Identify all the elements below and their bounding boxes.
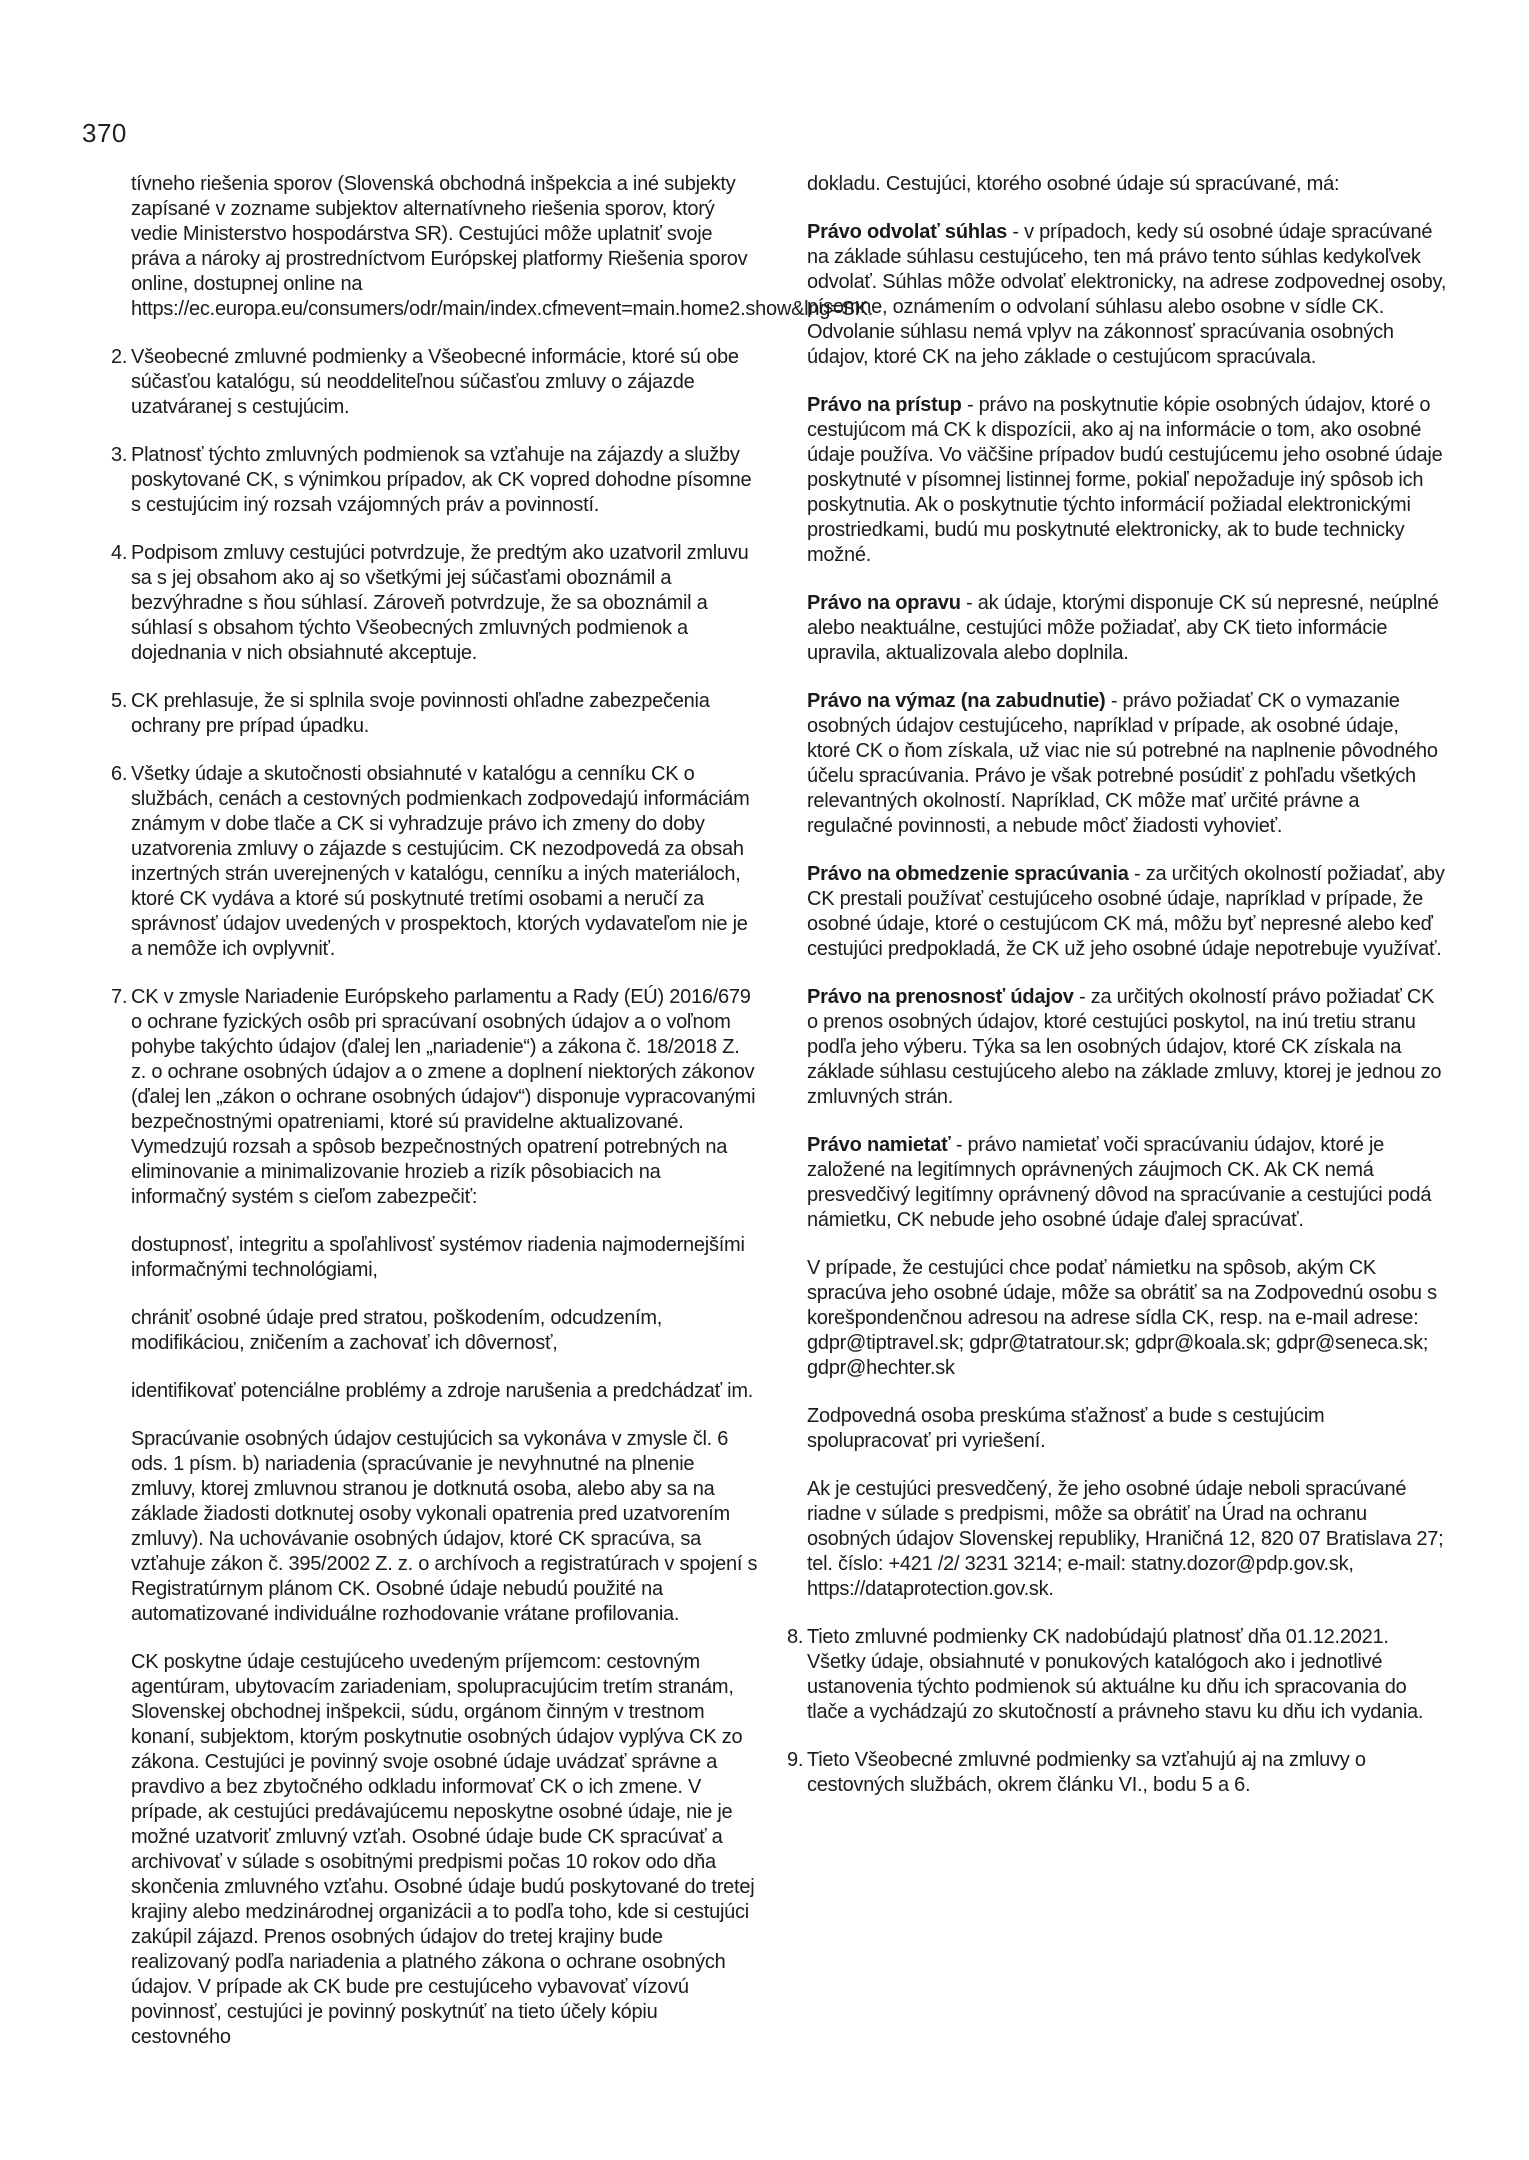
right-text: - za určitých okolností požiadať, aby CK prestali používať cestujúceho osobné údaje, napríklad v prípade, že osobné údaje, ktoré o cestujúcom CK má, môžu byť nepresné alebo keď cestujúci predpokladá, že CK už jeho osobné údaje nepotrebuje využívať. [807, 863, 1445, 960]
right-title: Právo na opravu [807, 592, 961, 614]
item-text: Spracúvanie osobných údajov cestujúcich sa vykonáva v zmysle čl. 6 ods. 1 písm. b) nariadenia (spracúvanie je nevyhnutné na plnenie zmluvy, ktorej zmluvnou stranou je dotknutá osoba, alebo aby sa na základe žiadosti dotknutej osoby vykonali opatrenia pred uzatvorením zmluvy). Na uchovávanie osobných údajov, ktoré CK spracúva, sa vzťahuje zákon č. 395/2002 Z. z. o archívoch a registratúrach v spojení s Registratúrnym plánom CK. Osobné údaje nebudú použité na automatizované individuálne rozhodovanie vrátane profilovania. [131, 1428, 758, 1625]
item-number: 4. [111, 542, 128, 564]
left-column [111, 172, 874, 2073]
item-body [807, 1625, 1447, 1725]
item-body [131, 689, 759, 739]
right-column [787, 172, 1447, 1821]
item-text: Tieto zmluvné podmienky CK nadobúdajú platnosť dňa 01.12.2021. Všetky údaje, obsiahnuté v ponukových katalógoch ako i jednotlivé ustanovenia týchto podmienok sú aktuálne ku dňu ich spracovania do tlače a vychádzajú zo skutočností a právneho stavu ku dňu ich vydania. [807, 1626, 1424, 1723]
right-title: Právo na prístup [807, 394, 962, 416]
item-body [131, 985, 759, 2050]
list-item-7 [111, 985, 759, 2050]
right-title: Právo odvolať súhlas [807, 221, 1008, 243]
item-text: dostupnosť, integritu a spoľahlivosť systémov riadenia najmodernejšími informačnými technológiami, [131, 1234, 745, 1281]
continuation-paragraph: tívneho riešenia sporov (Slovenská obchodná inšpekcia a iné subjekty zapísané v zozname subjektov alternatívneho riešenia sporov, ktorý vedie Ministerstvo hospodárstva SR). Cestujúci môže uplatniť svoje práva a nároky aj prostredníctvom Európskej platformy Riešenia sporov online, dostupnej online na https://ec.europa.eu/consumers/odr/main/index.cfmevent=main.home2.show&lng=SK. [131, 173, 874, 320]
page-columns [111, 172, 1447, 2073]
list-item-8 [787, 1625, 1447, 1725]
item-number: 7. [111, 986, 128, 1008]
item-body [131, 345, 759, 420]
right-paragraph-withdraw-consent [787, 220, 1447, 370]
item-body [131, 541, 759, 666]
item-text: Platnosť týchto zmluvných podmienok sa vzťahuje na zájazdy a služby poskytované CK, s výnimkou prípadov, ak CK vopred dohodne písomne s cestujúcim iný rozsah vzájomných práv a povinností. [131, 444, 752, 516]
right-text: - za určitých okolností právo požiadať CK o prenos osobných údajov, ktoré cestujúci poskytol, na inú tretiu stranu podľa jeho výberu. Týka sa len osobných údajov, ktoré CK získala na základe súhlasu cestujúceho alebo na základe zmluvy, ktorej je jednou zo zmluvných strán. [807, 986, 1442, 1108]
continuation-paragraph: dokladu. Cestujúci, ktorého osobné údaje sú spracúvané, má: [807, 173, 1340, 195]
item-text: Všetky údaje a skutočnosti obsiahnuté v katalógu a cenníku CK o službách, cenách a cestovných podmienkach zodpovedajú informáciám známym v dobe tlače a CK si vyhradzuje právo ich zmeny do doby uzatvorenia zmluvy o zájazde s cestujúcim. CK nezodpovedá za obsah inzertných strán uverejnených v katalógu, cenníku a iných materiáloch, ktoré CK vydáva a ktoré sú poskytnuté tretími osobami a neručí za správnosť údajov uvedených v prospektoch, ktorých vydavateľom nie je a nemôže ich ovplyvniť. [131, 763, 750, 960]
right-title: Právo namietať [807, 1134, 951, 1156]
right-paragraph-rectification [787, 591, 1447, 666]
list-item-9 [787, 1748, 1447, 1798]
right-text: - v prípadoch, kedy sú osobné údaje spracúvané na základe súhlasu cestujúceho, ten má právo tento súhlas kedykoľvek odvolať. Súhlas môže odvolať elektronicky, na adrese zodpovednej osoby, písomne, oznámením o odvolaní súhlasu alebo osobne v sídle CK. Odvolanie súhlasu nemá vplyv na zákonnosť spracúvania osobných údajov, ktoré CK na jeho základe o cestujúcom spracúvala. [807, 221, 1447, 368]
right-text: - právo namietať voči spracúvaniu údajov, ktoré je založené na legitímnych oprávnených záujmoch CK. Ak CK nemá presvedčivý legitímny oprávnený dôvod na spracúvanie a cestujúci podá námietku, CK nebude jeho osobné údaje ďalej spracúvať. [807, 1134, 1432, 1231]
item-number: 5. [111, 690, 128, 712]
item-text: Podpisom zmluvy cestujúci potvrdzuje, že predtým ako uzatvoril zmluvu sa s jej obsahom ako aj so všetkými jej súčasťami oboznámil a bezvýhradne s ňou súhlasí. Zároveň potvrdzuje, že sa oboznámil a súhlasí s obsahom týchto Všeobecných zmluvných podmienok a dojednania v nich obsiahnuté akceptuje. [131, 542, 749, 664]
item-text: identifikovať potenciálne problémy a zdroje narušenia a predchádzať im. [131, 1380, 754, 1402]
right-text: - právo na poskytnutie kópie osobných údajov, ktoré o cestujúcom má CK k dispozícii, ako aj na informácie o tom, ako osobné údaje používa. Vo väčšine prípadov budú cestujúcemu jeho osobné údaje poskytnuté v písomnej listinnej forme, pokiaľ nepožaduje iný spôsob ich poskytnutia. Ak o poskytnutie týchto informácií požiadal elektronickými prostriedkami, budú mu poskytnuté elektronicky, ak to bude technicky možné. [807, 394, 1443, 566]
list-item-5 [111, 689, 759, 739]
right-paragraph-erasure [787, 689, 1447, 839]
item-body [131, 443, 759, 518]
item-number: 9. [787, 1749, 804, 1771]
list-item-3 [111, 443, 759, 518]
item-body [807, 1748, 1447, 1798]
item-text: CK v zmysle Nariadenie Európskeho parlamentu a Rady (EÚ) 2016/679 o ochrane fyzických osôb pri spracúvaní osobných údajov a o voľnom pohybe takýchto údajov (ďalej len „nariadenie“) a zákona č. 18/2018 Z. z. o ochrane osobných údajov a o zmene a doplnení niektorých zákonov (ďalej len „zákon o ochrane osobných údajov“) disponuje vypracovanými bezpečnostnými opatreniami, ktoré sú pravidelne aktualizované. Vymedzujú rozsah a spôsob bezpečnostných opatrení potrebných na eliminovanie a minimalizovanie hrozieb a rizík pôsobiacich na informačný systém s cieľom zabezpečiť: [131, 986, 756, 1208]
list-item-4 [111, 541, 759, 666]
paragraph-authority-contact: Ak je cestujúci presvedčený, že jeho osobné údaje neboli spracúvané riadne v súlade s predpismi, môže sa obrátiť na Úrad na ochranu osobných údajov Slovenskej republiky, Hraničná 12, 820 07 Bratislava 27; tel. číslo: +421 /2/ 3231 3214; e-mail: statny.dozor@pdp.gov.sk, https://dataprotection.gov.sk. [807, 1478, 1444, 1600]
paragraph-dpo-review: Zodpovedná osoba preskúma sťažnosť a bude s cestujúcim spolupracovať pri vyriešení. [807, 1405, 1325, 1452]
right-title: Právo na výmaz (na zabudnutie) [807, 690, 1106, 712]
right-text: - ak údaje, ktorými disponuje CK sú nepresné, neúplné alebo neaktuálne, cestujúci môže požiadať, aby CK tieto informácie upravila, aktualizovala alebo doplnila. [807, 592, 1439, 664]
item-number: 6. [111, 763, 128, 785]
item-text: CK prehlasuje, že si splnila svoje povinnosti ohľadne zabezpečenia ochrany pre prípad úpadku. [131, 690, 710, 737]
item-number: 8. [787, 1626, 804, 1648]
right-paragraph-access [787, 393, 1447, 568]
item-text: CK poskytne údaje cestujúceho uvedeným príjemcom: cestovným agentúram, ubytovacím zariadeniam, spolupracujúcim tretím stranám, Slovenskej obchodnej inšpekcii, súdu, orgánom činným v trestnom konaní, subjektom, ktorým poskytnutie osobných údajov vyplýva CK zo zákona. Cestujúci je povinný svoje osobné údaje uvádzať správne a pravdivo a bez zbytočného odkladu informovať CK o ich zmene. V prípade, ak cestujúci predávajúcemu neposkytne osobné údaje, nie je možné uzatvoriť zmluvný vzťah. Osobné údaje bude CK spracúvať a archivovať v súlade s osobitnými predpismi počas 10 rokov odo dňa skončenia zmluvného vzťahu. Osobné údaje budú poskytované do tretej krajiny alebo medzinárodnej organizácii a to podľa toho, kde si cestujúci zakúpil zájazd. Prenos osobných údajov do tretej krajiny bude realizovaný podľa nariadenia a platného zákona o ochrane osobných údajov. V prípade ak CK bude pre cestujúceho vybavovať vízovú povinnosť, cestujúci je povinný poskytnúť na tieto účely kópiu cestovného [131, 1651, 755, 2048]
item-number: 3. [111, 444, 128, 466]
item-text: Všeobecné zmluvné podmienky a Všeobecné informácie, ktoré sú obe súčasťou katalógu, sú neoddeliteľnou súčasťou zmluvy o zájazde uzatváranej s cestujúcim. [131, 346, 739, 418]
item-text: Tieto Všeobecné zmluvné podmienky sa vzťahujú aj na zmluvy o cestovných službách, okrem článku VI., bodu 5 a 6. [807, 1749, 1366, 1796]
item-body [131, 762, 759, 962]
right-title: Právo na prenosnosť údajov [807, 986, 1074, 1008]
item-text: chrániť osobné údaje pred stratou, poškodením, odcudzením, modifikáciou, zničením a zachovať ich dôvernosť, [131, 1307, 663, 1354]
list-item-6 [111, 762, 759, 962]
list-item-2 [111, 345, 759, 420]
right-text: - právo požiadať CK o vymazanie osobných údajov cestujúceho, napríklad v prípade, ak osobné údaje, ktoré CK o ňom získala, už viac nie sú potrebné na naplnenie pôvodného účelu spracúvania. Právo je však potrebné posúdiť z pohľadu všetkých relevantných okolností. Napríklad, CK môže mať určité právne a regulačné povinnosti, a nebude môcť žiadosti vyhovieť. [807, 690, 1438, 837]
item-number: 2. [111, 346, 128, 368]
paragraph-objection-contact: V prípade, že cestujúci chce podať námietku na spôsob, akým CK spracúva jeho osobné údaje, môže sa obrátiť sa na Zodpovednú osobu s korešpondenčnou adresou na adrese sídla CK, resp. na e-mail adrese: gdpr@tiptravel.sk; gdpr@tatratour.sk; gdpr@koala.sk; gdpr@seneca.sk; gdpr@hechter.sk [807, 1257, 1437, 1379]
right-paragraph-portability [787, 985, 1447, 1110]
right-title: Právo na obmedzenie spracúvania [807, 863, 1129, 885]
right-paragraph-objection [787, 1133, 1447, 1233]
page-number: 370 [82, 118, 127, 148]
right-paragraph-restriction [787, 862, 1447, 962]
